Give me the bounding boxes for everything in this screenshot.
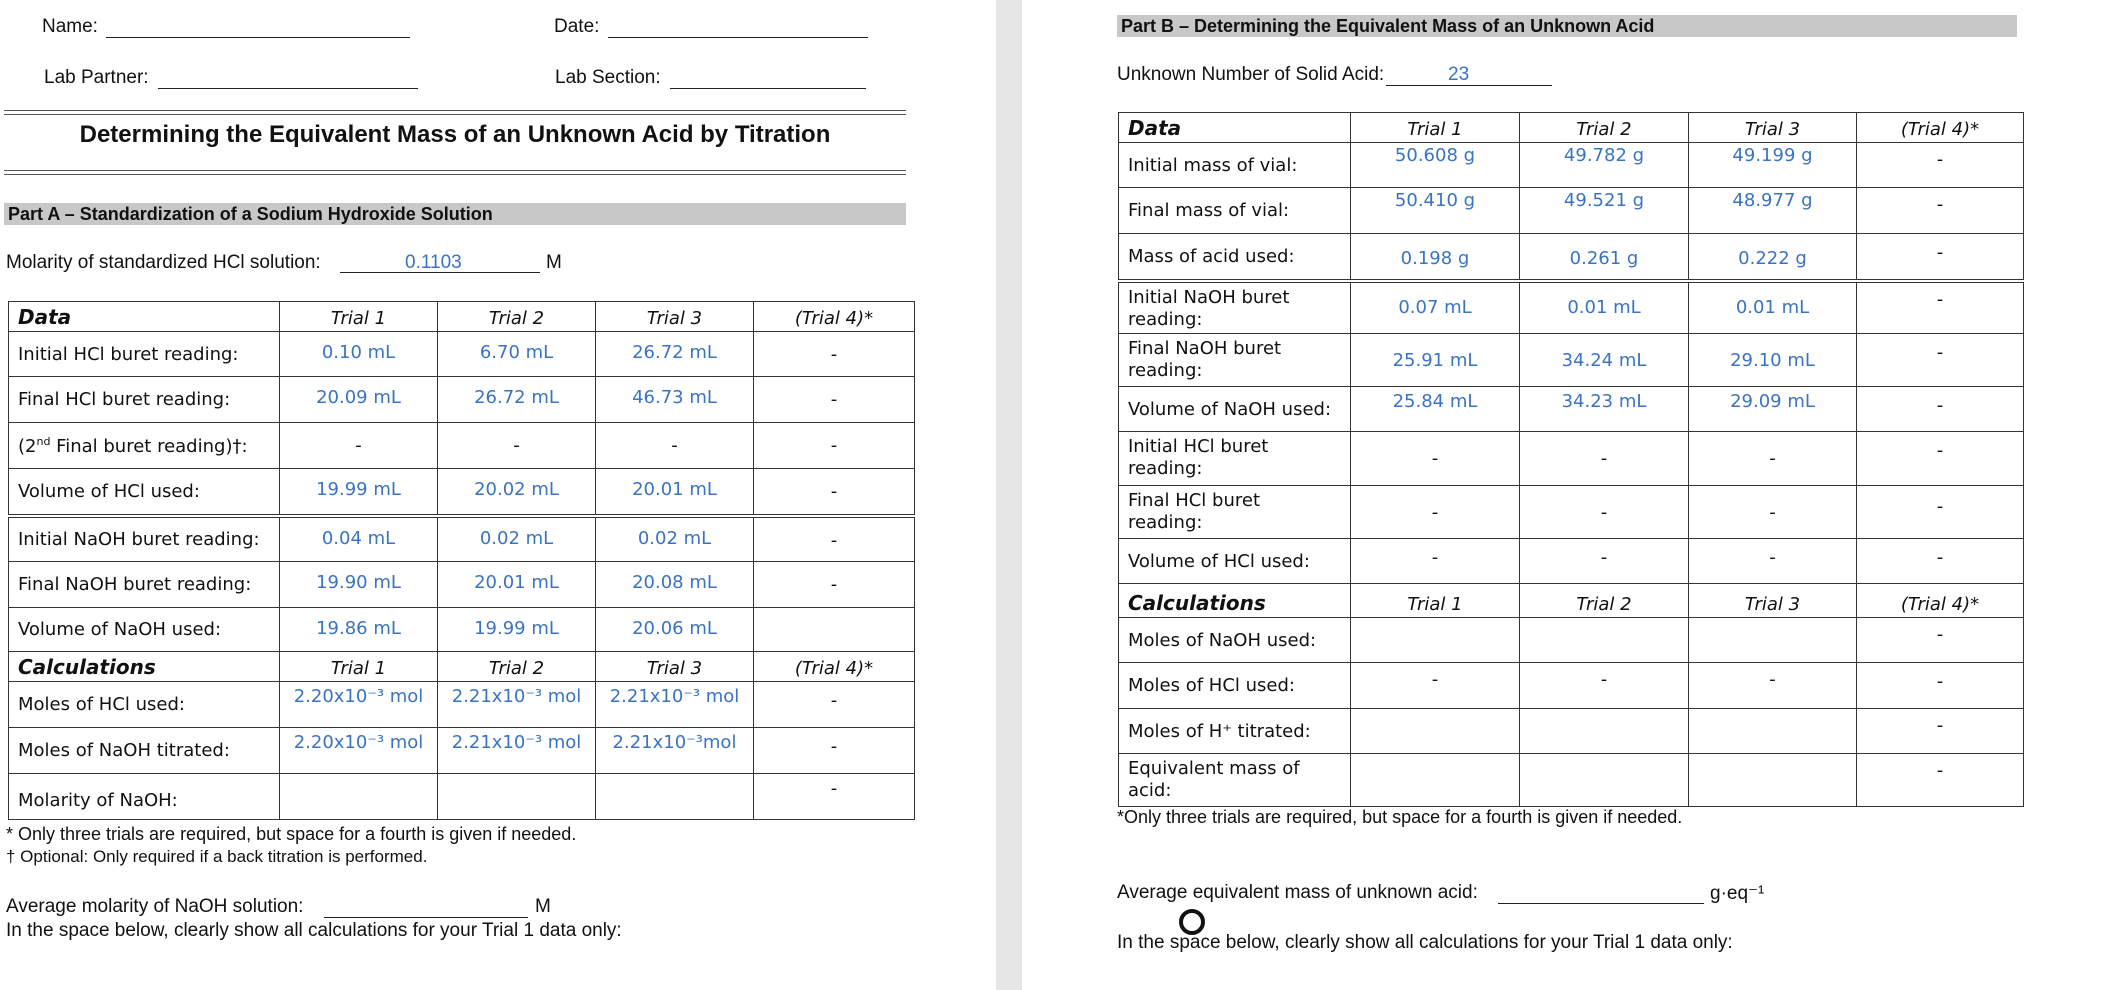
- table-cell[interactable]: [1520, 754, 1689, 807]
- avg-molarity-unit: M: [535, 896, 551, 917]
- table-cell[interactable]: [1689, 754, 1857, 807]
- table-cell[interactable]: 0.02 mL: [438, 516, 596, 562]
- row-label: (2nd Final buret reading)†:: [9, 423, 280, 469]
- table-cell[interactable]: -: [1351, 486, 1520, 539]
- table-cell[interactable]: -: [754, 682, 915, 728]
- table-cell[interactable]: -: [754, 728, 915, 774]
- table-cell[interactable]: 49.782 g: [1520, 143, 1689, 188]
- row-label: Moles of H⁺ titrated:: [1119, 709, 1351, 754]
- table-cell[interactable]: 6.70 mL: [438, 332, 596, 377]
- row-label: Initial NaOH buret reading:: [9, 516, 280, 562]
- row-label: Final NaOH buret reading:: [9, 562, 280, 608]
- table-header-row: [9, 302, 915, 332]
- table-cell[interactable]: 2.21x10⁻³ mol: [438, 728, 596, 774]
- table-cell[interactable]: [1689, 709, 1857, 754]
- table-cell[interactable]: -: [1520, 539, 1689, 584]
- table-cell[interactable]: 0.261 g: [1520, 234, 1689, 281]
- row-label: Moles of HCl used:: [9, 682, 280, 728]
- table-cell[interactable]: -: [1857, 539, 2024, 584]
- part-b-heading: Part B – Determining the Equivalent Mass of an Unknown Acid: [1117, 15, 2017, 37]
- table-row: [1119, 143, 2024, 188]
- table-cell[interactable]: 0.01 mL: [1689, 281, 1857, 334]
- footnote-optional: † Optional: Only required if a back titration is performed.: [6, 847, 428, 866]
- lab-section-label: Lab Section:: [555, 67, 661, 88]
- table-cell[interactable]: -: [1857, 281, 2024, 334]
- table-cell[interactable]: 2.21x10⁻³ mol: [596, 682, 754, 728]
- worksheet-page-b: [1022, 0, 2110, 990]
- table-row: [1119, 334, 2024, 387]
- table-cell[interactable]: -: [1689, 539, 1857, 584]
- hcl-molarity-unit: M: [546, 252, 562, 273]
- date-field[interactable]: [608, 37, 868, 38]
- table-cell[interactable]: [1351, 618, 1520, 663]
- table-cell[interactable]: 0.222 g: [1689, 234, 1857, 281]
- trial-header: Trial 1: [1351, 113, 1520, 143]
- trial-header: Trial 2: [438, 302, 596, 332]
- table-row: [1119, 663, 2024, 709]
- table-cell[interactable]: 34.24 mL: [1520, 334, 1689, 387]
- table-cell[interactable]: 29.10 mL: [1689, 334, 1857, 387]
- table-row: [9, 423, 915, 469]
- row-label: Final HCl buret reading:: [9, 377, 280, 423]
- trial-header: (Trial 4)*: [1857, 113, 2024, 143]
- footnote-trials: * Only three trials are required, but space for a fourth is given if needed.: [6, 824, 577, 844]
- table-cell[interactable]: -: [1857, 387, 2024, 432]
- table-row: [9, 562, 915, 608]
- table-cell[interactable]: -: [1857, 618, 2024, 663]
- row-label: Initial NaOH buret reading:: [1119, 281, 1351, 334]
- table-cell[interactable]: 19.99 mL: [438, 608, 596, 652]
- lab-partner-field[interactable]: [158, 88, 418, 89]
- calc-header-row: [1119, 584, 2024, 618]
- row-label: Volume of NaOH used:: [9, 608, 280, 652]
- table-cell[interactable]: 25.84 mL: [1351, 387, 1520, 432]
- footnote-trials: *Only three trials are required, but space for a fourth is given if needed.: [1117, 807, 1683, 827]
- table-cell[interactable]: -: [1857, 663, 2024, 709]
- trial-header: Trial 2: [1520, 584, 1689, 618]
- table-cell[interactable]: 0.10 mL: [280, 332, 438, 377]
- table-cell[interactable]: -: [754, 469, 915, 516]
- row-label: Equivalent mass of acid:: [1119, 754, 1351, 807]
- trial-header: Trial 3: [1689, 113, 1857, 143]
- table-cell[interactable]: 0.02 mL: [596, 516, 754, 562]
- table-cell[interactable]: 2.20x10⁻³ mol: [280, 682, 438, 728]
- table-cell[interactable]: 26.72 mL: [438, 377, 596, 423]
- unknown-number-value: 23: [1448, 64, 1470, 85]
- table-cell[interactable]: 46.73 mL: [596, 377, 754, 423]
- table-row: [1119, 432, 2024, 486]
- part-a-data-table: [8, 301, 915, 820]
- row-label: Molarity of NaOH:: [9, 774, 280, 820]
- table-cell[interactable]: 49.199 g: [1689, 143, 1857, 188]
- trial-header: (Trial 4)*: [754, 302, 915, 332]
- table-cell[interactable]: -: [438, 423, 596, 469]
- table-cell[interactable]: [1520, 618, 1689, 663]
- table-row: [9, 608, 915, 652]
- table-cell[interactable]: 0.04 mL: [280, 516, 438, 562]
- title-rule-top: [4, 110, 906, 111]
- table-cell[interactable]: 19.90 mL: [280, 562, 438, 608]
- row-label: Volume of HCl used:: [1119, 539, 1351, 584]
- table-cell[interactable]: -: [754, 516, 915, 562]
- row-label: Initial mass of vial:: [1119, 143, 1351, 188]
- table-cell[interactable]: -: [1689, 432, 1857, 486]
- table-row: [1119, 188, 2024, 234]
- table-cell[interactable]: -: [754, 562, 915, 608]
- row-label: Final mass of vial:: [1119, 188, 1351, 234]
- table-cell[interactable]: -: [1351, 663, 1520, 709]
- name-field[interactable]: [106, 37, 410, 38]
- table-cell[interactable]: 19.99 mL: [280, 469, 438, 516]
- data-header: Data: [1119, 113, 1351, 143]
- trial-header: Trial 3: [596, 302, 754, 332]
- name-label: Name:: [42, 16, 98, 37]
- table-cell[interactable]: -: [1857, 188, 2024, 234]
- table-row: [9, 516, 915, 562]
- table-row: [1119, 281, 2024, 334]
- table-cell[interactable]: 34.23 mL: [1520, 387, 1689, 432]
- trial-header: Trial 3: [1689, 584, 1857, 618]
- hcl-molarity-value: 0.1103: [405, 252, 462, 273]
- trial-header: (Trial 4)*: [1857, 584, 2024, 618]
- table-row: [9, 728, 915, 774]
- data-header: Data: [9, 302, 280, 332]
- table-cell[interactable]: -: [1351, 432, 1520, 486]
- table-cell[interactable]: -: [1857, 486, 2024, 539]
- table-row: [1119, 486, 2024, 539]
- table-cell[interactable]: [280, 774, 438, 820]
- trial-header: Trial 3: [596, 652, 754, 682]
- calculations-header: Calculations: [1119, 584, 1351, 618]
- trial-header: Trial 1: [280, 302, 438, 332]
- table-cell[interactable]: 2.20x10⁻³ mol: [280, 728, 438, 774]
- table-cell[interactable]: [1351, 754, 1520, 807]
- table-cell[interactable]: 26.72 mL: [596, 332, 754, 377]
- trial-header: Trial 2: [1520, 113, 1689, 143]
- part-b-data-table: [1118, 112, 2024, 807]
- table-cell[interactable]: [1520, 709, 1689, 754]
- table-cell[interactable]: -: [754, 332, 915, 377]
- table-row: [1119, 234, 2024, 281]
- unknown-number-label: Unknown Number of Solid Acid:: [1117, 64, 1385, 85]
- avg-equivalent-mass-field[interactable]: [1498, 903, 1704, 904]
- title-rule-bottom: [4, 174, 906, 175]
- table-cell[interactable]: 29.09 mL: [1689, 387, 1857, 432]
- table-cell[interactable]: 50.410 g: [1351, 188, 1520, 234]
- table-cell[interactable]: -: [1689, 486, 1857, 539]
- table-cell[interactable]: 2.21x10⁻³mol: [596, 728, 754, 774]
- table-cell[interactable]: [596, 774, 754, 820]
- table-cell[interactable]: 25.91 mL: [1351, 334, 1520, 387]
- table-cell[interactable]: -: [1520, 432, 1689, 486]
- table-cell[interactable]: 19.86 mL: [280, 608, 438, 652]
- lab-section-field[interactable]: [670, 88, 866, 89]
- calc-instructions: In the space below, clearly show all calculations for your Trial 1 data only:: [6, 920, 622, 941]
- table-cell[interactable]: 48.977 g: [1689, 188, 1857, 234]
- page-title: Determining the Equivalent Mass of an Unknown Acid by Titration: [79, 121, 831, 148]
- avg-equivalent-mass-label: Average equivalent mass of unknown acid:: [1117, 882, 1478, 903]
- calc-instructions: In the space below, clearly show all calculations for your Trial 1 data only:: [1117, 932, 1733, 953]
- table-cell[interactable]: -: [1857, 432, 2024, 486]
- table-cell[interactable]: 20.01 mL: [438, 562, 596, 608]
- row-label: Moles of HCl used:: [1119, 663, 1351, 709]
- table-row: [1119, 709, 2024, 754]
- worksheet-page-a: [0, 0, 996, 990]
- date-label: Date:: [554, 16, 600, 37]
- row-label: Initial HCl buret reading:: [9, 332, 280, 377]
- trial-header: (Trial 4)*: [754, 652, 915, 682]
- lab-partner-label: Lab Partner:: [44, 67, 149, 88]
- table-cell[interactable]: 20.02 mL: [438, 469, 596, 516]
- table-cell[interactable]: -: [1857, 754, 2024, 807]
- table-cell[interactable]: 2.21x10⁻³ mol: [438, 682, 596, 728]
- table-cell[interactable]: -: [1857, 709, 2024, 754]
- table-row: [9, 469, 915, 516]
- avg-equivalent-mass-unit: g·eq⁻¹: [1710, 883, 1765, 904]
- table-cell[interactable]: [1351, 709, 1520, 754]
- trial-header: Trial 1: [1351, 584, 1520, 618]
- table-cell[interactable]: -: [1857, 334, 2024, 387]
- table-cell[interactable]: [438, 774, 596, 820]
- table-cell[interactable]: 0.01 mL: [1520, 281, 1689, 334]
- table-cell[interactable]: 0.07 mL: [1351, 281, 1520, 334]
- table-cell[interactable]: -: [1520, 663, 1689, 709]
- calc-header-row: [9, 652, 915, 682]
- table-row: [1119, 387, 2024, 432]
- table-cell[interactable]: -: [280, 423, 438, 469]
- table-header-row: [1119, 113, 2024, 143]
- table-cell[interactable]: -: [1857, 143, 2024, 188]
- table-row: [1119, 539, 2024, 584]
- table-cell[interactable]: -: [754, 774, 915, 820]
- table-row: [9, 332, 915, 377]
- row-label: Initial HCl buret reading:: [1119, 432, 1351, 486]
- table-cell[interactable]: [1689, 618, 1857, 663]
- table-row: [9, 682, 915, 728]
- row-label: Final NaOH buret reading:: [1119, 334, 1351, 387]
- row-label: Final HCl buret reading:: [1119, 486, 1351, 539]
- table-cell[interactable]: -: [754, 423, 915, 469]
- table-cell[interactable]: -: [1520, 486, 1689, 539]
- table-cell[interactable]: -: [1689, 663, 1857, 709]
- part-a-heading: Part A – Standardization of a Sodium Hydroxide Solution: [4, 203, 906, 225]
- hcl-molarity-label: Molarity of standardized HCl solution:: [6, 252, 321, 273]
- table-cell[interactable]: -: [754, 377, 915, 423]
- trial-header: Trial 2: [438, 652, 596, 682]
- row-label: Volume of HCl used:: [9, 469, 280, 516]
- table-cell[interactable]: 20.09 mL: [280, 377, 438, 423]
- table-cell[interactable]: 49.521 g: [1520, 188, 1689, 234]
- table-cell[interactable]: 0.198 g: [1351, 234, 1520, 281]
- table-row: [9, 377, 915, 423]
- table-row: [9, 774, 915, 820]
- calculations-header: Calculations: [9, 652, 280, 682]
- table-cell[interactable]: 20.08 mL: [596, 562, 754, 608]
- avg-molarity-label: Average molarity of NaOH solution:: [6, 896, 304, 917]
- table-cell[interactable]: [754, 608, 915, 652]
- row-label: Mass of acid used:: [1119, 234, 1351, 281]
- table-row: [1119, 754, 2024, 807]
- row-label: Moles of NaOH titrated:: [9, 728, 280, 774]
- row-label: Moles of NaOH used:: [1119, 618, 1351, 663]
- avg-molarity-field[interactable]: [324, 917, 528, 918]
- table-cell[interactable]: -: [1351, 539, 1520, 584]
- row-label: Volume of NaOH used:: [1119, 387, 1351, 432]
- table-row: [1119, 618, 2024, 663]
- table-cell[interactable]: 20.01 mL: [596, 469, 754, 516]
- table-cell[interactable]: -: [1857, 234, 2024, 281]
- table-cell[interactable]: 50.608 g: [1351, 143, 1520, 188]
- trial-header: Trial 1: [280, 652, 438, 682]
- table-cell[interactable]: 20.06 mL: [596, 608, 754, 652]
- table-cell[interactable]: -: [596, 423, 754, 469]
